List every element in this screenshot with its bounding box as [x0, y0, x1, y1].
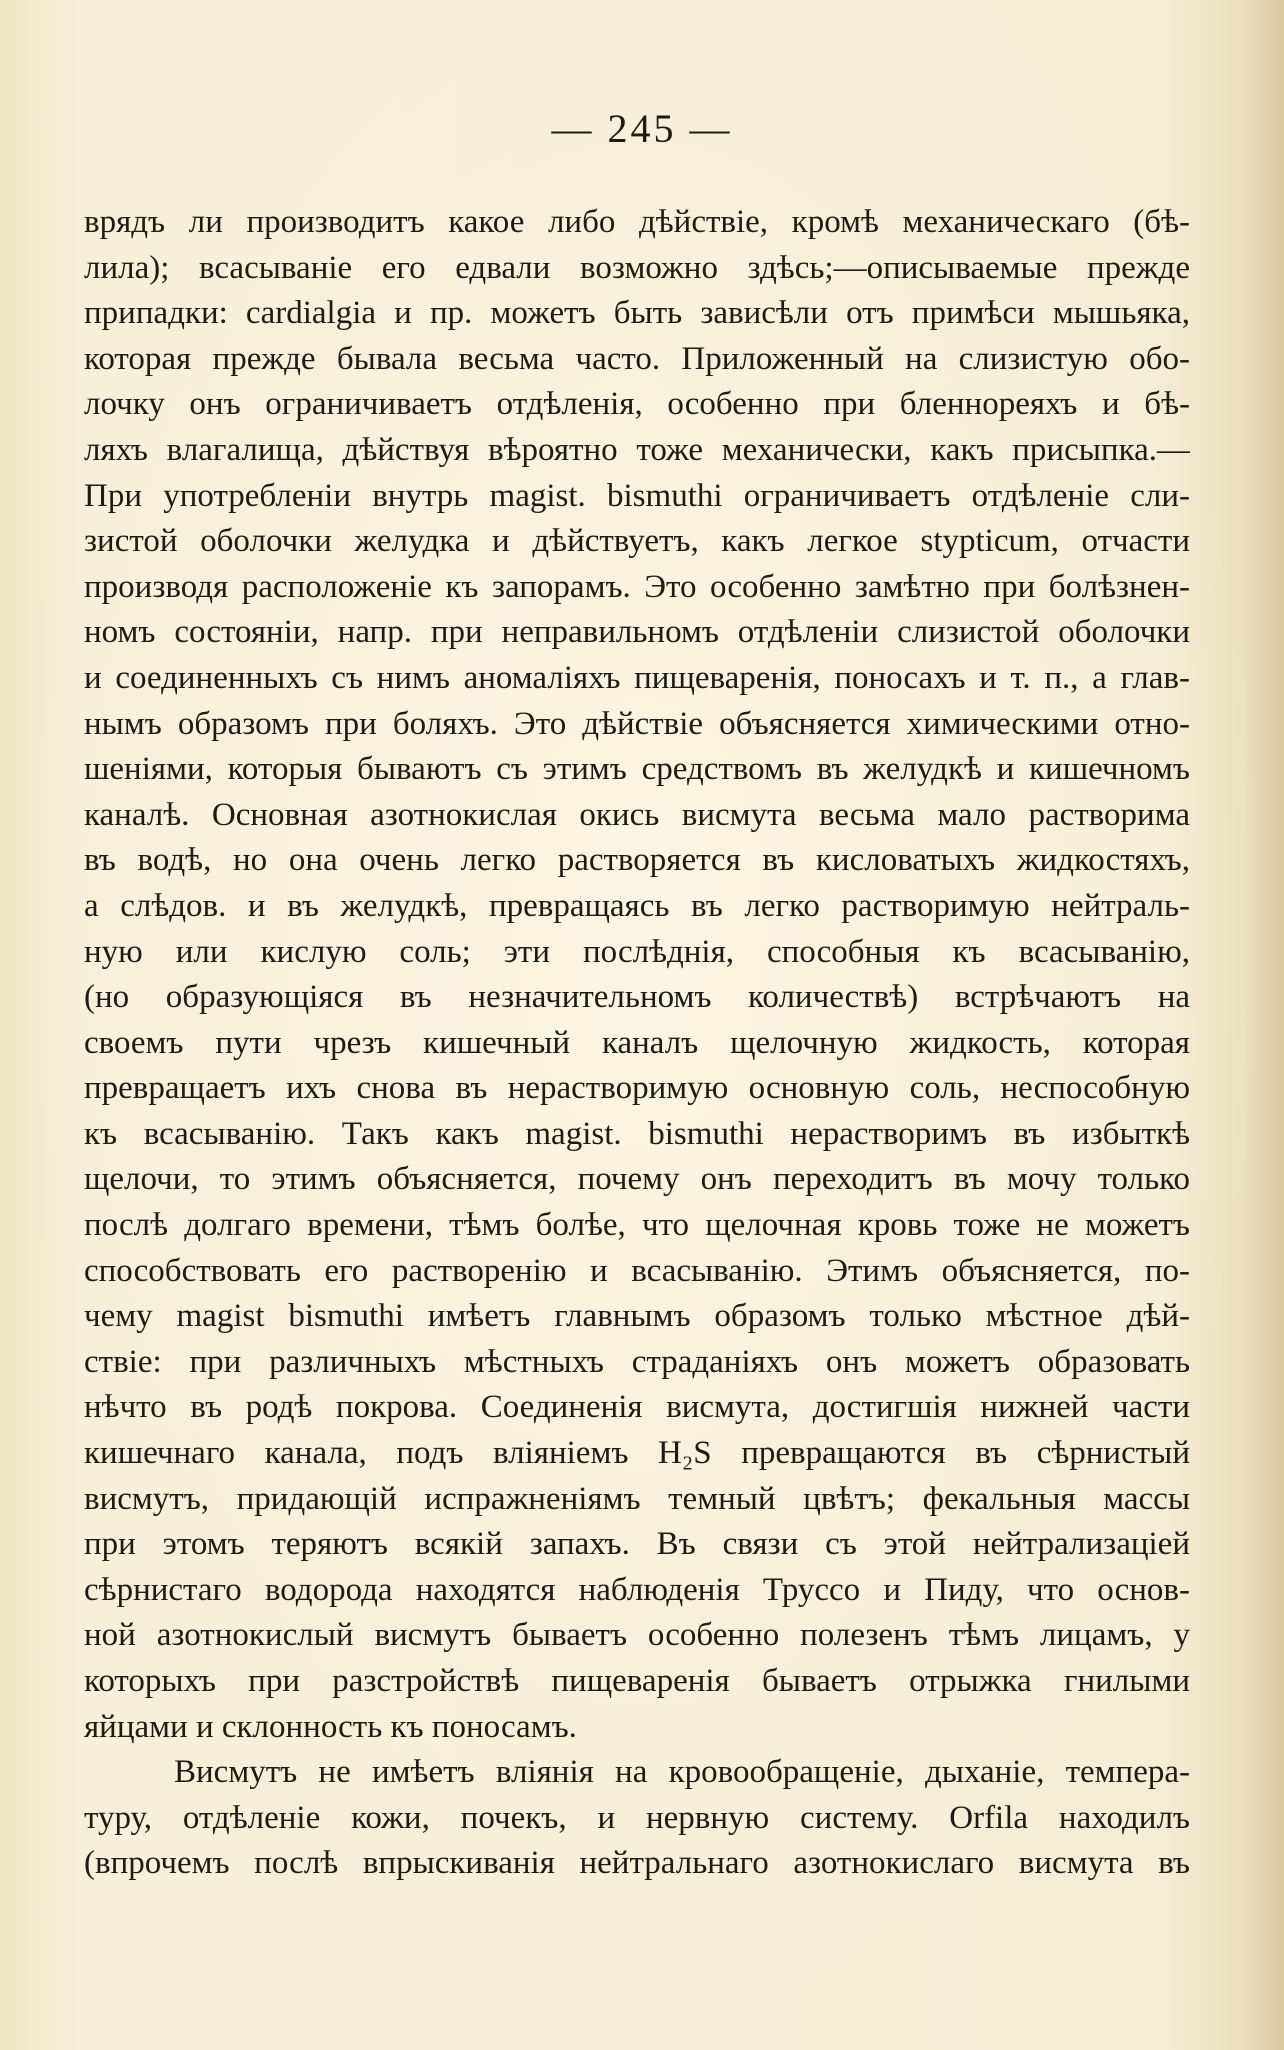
text-line: зистой оболочки желудка и дѣйствуетъ, какъ легкое stypticum, отчасти — [84, 523, 1190, 560]
text-line: въ водѣ, но она очень легко растворяется въ кисловатыхъ жидкостяхъ, — [84, 842, 1190, 879]
text-line: производя расположеніе къ запорамъ. Это особенно замѣтно при болѣзнен- — [84, 568, 1190, 605]
page-number: — 245 — — [551, 106, 733, 151]
text-line: а слѣдов. и въ желудкѣ, превращаясь въ легко растворимую нейтраль- — [84, 887, 1190, 924]
text-line: врядъ ли производитъ какое либо дѣйствіе, кромѣ механическаго (бѣ- — [84, 204, 1190, 240]
body-text — [84, 200, 1190, 1887]
text-line: превращаетъ ихъ снова въ нерастворимую основную соль, неспособную — [84, 1070, 1190, 1107]
text-line: туру, отдѣленіе кожи, почекъ, и нервную систему. Orfila находилъ — [84, 1799, 1190, 1836]
text-line: Висмутъ не имѣетъ вліянія на кровообращеніе, дыханіе, темпера- — [174, 1754, 1190, 1791]
text-line: ной азотнокислый висмутъ бываетъ особенно полезенъ тѣмъ лицамъ, у — [84, 1617, 1190, 1654]
text-line: и соединенныхъ съ нимъ аномаліяхъ пищеваренія, поносахъ и т. п., а глав- — [84, 659, 1190, 696]
text-line: кишечнаго канала, подъ вліяніемъ H₂S превращаются въ сѣрнистый — [84, 1435, 1190, 1472]
text-line: шеніями, которыя бываютъ съ этимъ средствомъ въ желудкѣ и кишечномъ — [84, 751, 1190, 788]
text-line: яйцами и склонность къ поносамъ. — [84, 1708, 577, 1745]
paragraph — [84, 1750, 1190, 1887]
text-line: лила); всасываніе его едвали возможно здѣсь;—описываемые прежде — [84, 249, 1190, 286]
text-line: нѣчто въ родѣ покрова. Соединенія висмута, достигшія нижней части — [84, 1389, 1190, 1426]
text-line: щелочи, то этимъ объясняется, почему онъ переходитъ въ мочу только — [84, 1161, 1190, 1198]
text-line: чему magist bismuthi имѣетъ главнымъ образомъ только мѣстное дѣй- — [84, 1298, 1190, 1335]
text-line: ляхъ влагалища, дѣйствуя вѣроятно тоже механически, какъ присыпка.— — [84, 431, 1190, 468]
text-line: сѣрнистаго водорода находятся наблюденія Труссо и Пиду, что основ- — [84, 1571, 1190, 1608]
text-line: которая прежде бывала весьма часто. Приложенный на слизистую обо- — [84, 340, 1190, 377]
text-line: номъ состояніи, напр. при неправильномъ отдѣленіи слизистой оболочки — [84, 614, 1190, 651]
paragraph — [84, 200, 1190, 1750]
page-edge-shadow — [1244, 0, 1284, 2050]
text-line: которыхъ при разстройствѣ пищеваренія бываетъ отрыжка гнилыми — [84, 1663, 1190, 1699]
text-line: нымъ образомъ при боляхъ. Это дѣйствіе объясняется химическими отно- — [84, 705, 1190, 742]
text-line: къ всасыванію. Такъ какъ magist. bismuthi нерастворимъ въ избыткѣ — [84, 1115, 1190, 1152]
text-line: припадки: cardialgia и пр. можетъ быть зависѣли отъ примѣси мышьяка, — [84, 295, 1190, 332]
text-line: лочку онъ ограничиваетъ отдѣленія, особенно при бленнореяхъ и бѣ- — [84, 386, 1190, 423]
text-line: висмутъ, придающій испражненіямъ темный цвѣтъ; фекальныя массы — [84, 1480, 1190, 1517]
text-line: при этомъ теряютъ всякій запахъ. Въ связи съ этой нейтрализаціей — [84, 1526, 1190, 1563]
text-line: способствовать его растворенію и всасыванію. Этимъ объясняется, по- — [84, 1252, 1190, 1289]
text-line: ную или кислую соль; эти послѣднія, способныя къ всасыванію, — [84, 933, 1190, 970]
text-line: (но образующіяся въ незначительномъ количествѣ) встрѣчаютъ на — [84, 979, 1190, 1016]
text-line: послѣ долгаго времени, тѣмъ болѣе, что щелочная кровь тоже не можетъ — [84, 1207, 1190, 1244]
text-line: (впрочемъ послѣ впрыскиванія нейтральнаго азотнокислаго висмута въ — [84, 1845, 1190, 1882]
text-line: ствіе: при различныхъ мѣстныхъ страданіяхъ онъ можетъ образовать — [84, 1343, 1190, 1380]
text-line: каналѣ. Основная азотнокислая окись висмута весьма мало растворима — [84, 796, 1190, 833]
text-line: своемъ пути чрезъ кишечный каналъ щелочную жидкость, которая — [84, 1024, 1190, 1061]
text-line: При употребленіи внутрь magist. bismuthi ограничиваетъ отдѣленіе сли- — [84, 477, 1190, 514]
